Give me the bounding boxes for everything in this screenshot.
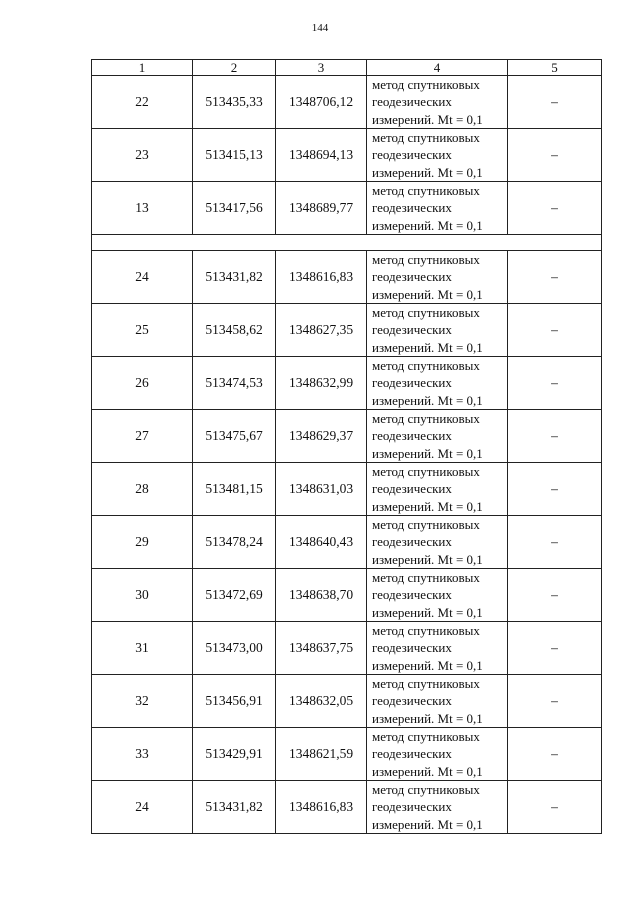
method-line: измерений. Mt = 0,1 xyxy=(372,392,483,408)
note-cell: – xyxy=(508,357,602,410)
x-coordinate-cell: 513481,15 xyxy=(193,463,276,516)
note-cell: – xyxy=(508,516,602,569)
point-number-cell: 22 xyxy=(92,76,193,129)
method-line: метод спутниковых xyxy=(372,130,480,146)
method-line: измерений. Mt = 0,1 xyxy=(372,339,483,355)
table-row xyxy=(92,129,602,182)
y-coordinate-cell: 1348629,37 xyxy=(276,410,367,463)
table-row xyxy=(92,675,602,728)
point-number-cell: 28 xyxy=(92,463,193,516)
point-number-cell: 27 xyxy=(92,410,193,463)
method-line: метод спутниковых xyxy=(372,252,480,268)
method-line: метод спутниковых xyxy=(372,623,480,639)
method-line: метод спутниковых xyxy=(372,464,480,480)
table-row xyxy=(92,410,602,463)
note-cell: – xyxy=(508,76,602,129)
point-number-cell: 24 xyxy=(92,781,193,834)
method-line: измерений. Mt = 0,1 xyxy=(372,498,483,514)
method-cell xyxy=(367,357,508,410)
x-coordinate-cell: 513478,24 xyxy=(193,516,276,569)
x-coordinate-cell: 513475,67 xyxy=(193,410,276,463)
method-line: геодезических xyxy=(372,799,452,815)
method-cell xyxy=(367,675,508,728)
method-line: геодезических xyxy=(372,375,452,391)
y-coordinate-cell: 1348637,75 xyxy=(276,622,367,675)
method-line: метод спутниковых xyxy=(372,77,480,93)
method-line: геодезических xyxy=(372,587,452,603)
table-row xyxy=(92,357,602,410)
y-coordinate-cell: 1348621,59 xyxy=(276,728,367,781)
group-separator-cell xyxy=(92,235,602,251)
method-line: геодезических xyxy=(372,534,452,550)
note-cell: – xyxy=(508,182,602,235)
coordinates-table xyxy=(91,59,602,834)
method-line: геодезических xyxy=(372,322,452,338)
method-line: измерений. Mt = 0,1 xyxy=(372,816,483,832)
method-line: метод спутниковых xyxy=(372,570,480,586)
note-cell: – xyxy=(508,781,602,834)
point-number-cell: 32 xyxy=(92,675,193,728)
y-coordinate-cell: 1348694,13 xyxy=(276,129,367,182)
method-line: геодезических xyxy=(372,269,452,285)
table-row xyxy=(92,304,602,357)
method-cell xyxy=(367,76,508,129)
table-row xyxy=(92,251,602,304)
x-coordinate-cell: 513458,62 xyxy=(193,304,276,357)
method-cell xyxy=(367,516,508,569)
point-number-cell: 13 xyxy=(92,182,193,235)
method-line: геодезических xyxy=(372,640,452,656)
table-row xyxy=(92,781,602,834)
method-cell xyxy=(367,463,508,516)
table-row xyxy=(92,76,602,129)
note-cell: – xyxy=(508,675,602,728)
x-coordinate-cell: 513473,00 xyxy=(193,622,276,675)
note-cell: – xyxy=(508,129,602,182)
column-header: 2 xyxy=(193,60,276,76)
table-row xyxy=(92,516,602,569)
method-line: геодезических xyxy=(372,693,452,709)
y-coordinate-cell: 1348616,83 xyxy=(276,251,367,304)
x-coordinate-cell: 513474,53 xyxy=(193,357,276,410)
method-line: геодезических xyxy=(372,428,452,444)
column-header: 1 xyxy=(92,60,193,76)
y-coordinate-cell: 1348640,43 xyxy=(276,516,367,569)
method-line: метод спутниковых xyxy=(372,517,480,533)
method-line: геодезических xyxy=(372,147,452,163)
table-row xyxy=(92,463,602,516)
method-line: метод спутниковых xyxy=(372,782,480,798)
note-cell: – xyxy=(508,728,602,781)
table-row xyxy=(92,728,602,781)
point-number-cell: 30 xyxy=(92,569,193,622)
table-body xyxy=(92,76,602,834)
x-coordinate-cell: 513429,91 xyxy=(193,728,276,781)
method-line: метод спутниковых xyxy=(372,183,480,199)
note-cell: – xyxy=(508,569,602,622)
method-line: измерений. Mt = 0,1 xyxy=(372,445,483,461)
method-line: геодезических xyxy=(372,481,452,497)
method-line: измерений. Mt = 0,1 xyxy=(372,111,483,127)
y-coordinate-cell: 1348638,70 xyxy=(276,569,367,622)
table-header-row xyxy=(92,60,602,76)
method-line: измерений. Mt = 0,1 xyxy=(372,763,483,779)
method-line: метод спутниковых xyxy=(372,411,480,427)
method-line: измерений. Mt = 0,1 xyxy=(372,657,483,673)
table-row xyxy=(92,622,602,675)
method-line: измерений. Mt = 0,1 xyxy=(372,217,483,233)
note-cell: – xyxy=(508,622,602,675)
method-cell xyxy=(367,304,508,357)
method-cell xyxy=(367,129,508,182)
x-coordinate-cell: 513431,82 xyxy=(193,251,276,304)
method-line: геодезических xyxy=(372,746,452,762)
point-number-cell: 26 xyxy=(92,357,193,410)
point-number-cell: 24 xyxy=(92,251,193,304)
x-coordinate-cell: 513456,91 xyxy=(193,675,276,728)
y-coordinate-cell: 1348706,12 xyxy=(276,76,367,129)
method-cell xyxy=(367,182,508,235)
method-line: измерений. Mt = 0,1 xyxy=(372,286,483,302)
column-header: 5 xyxy=(508,60,602,76)
method-line: метод спутниковых xyxy=(372,305,480,321)
table-row xyxy=(92,569,602,622)
table-row xyxy=(92,182,602,235)
x-coordinate-cell: 513472,69 xyxy=(193,569,276,622)
point-number-cell: 25 xyxy=(92,304,193,357)
y-coordinate-cell: 1348632,05 xyxy=(276,675,367,728)
point-number-cell: 31 xyxy=(92,622,193,675)
x-coordinate-cell: 513417,56 xyxy=(193,182,276,235)
column-header: 4 xyxy=(367,60,508,76)
method-line: геодезических xyxy=(372,200,452,216)
x-coordinate-cell: 513431,82 xyxy=(193,781,276,834)
method-line: метод спутниковых xyxy=(372,729,480,745)
column-header: 3 xyxy=(276,60,367,76)
method-line: измерений. Mt = 0,1 xyxy=(372,164,483,180)
group-separator-row xyxy=(92,235,602,251)
y-coordinate-cell: 1348632,99 xyxy=(276,357,367,410)
page-number: 144 xyxy=(311,22,329,34)
x-coordinate-cell: 513435,33 xyxy=(193,76,276,129)
point-number-cell: 23 xyxy=(92,129,193,182)
method-line: метод спутниковых xyxy=(372,676,480,692)
y-coordinate-cell: 1348627,35 xyxy=(276,304,367,357)
method-cell xyxy=(367,410,508,463)
method-line: метод спутниковых xyxy=(372,358,480,374)
y-coordinate-cell: 1348631,03 xyxy=(276,463,367,516)
note-cell: – xyxy=(508,304,602,357)
note-cell: – xyxy=(508,410,602,463)
y-coordinate-cell: 1348616,83 xyxy=(276,781,367,834)
method-cell xyxy=(367,569,508,622)
point-number-cell: 33 xyxy=(92,728,193,781)
method-cell xyxy=(367,781,508,834)
y-coordinate-cell: 1348689,77 xyxy=(276,182,367,235)
method-line: измерений. Mt = 0,1 xyxy=(372,551,483,567)
method-line: измерений. Mt = 0,1 xyxy=(372,604,483,620)
method-line: геодезических xyxy=(372,94,452,110)
note-cell: – xyxy=(508,463,602,516)
point-number-cell: 29 xyxy=(92,516,193,569)
method-cell xyxy=(367,622,508,675)
method-line: измерений. Mt = 0,1 xyxy=(372,710,483,726)
method-cell xyxy=(367,728,508,781)
note-cell: – xyxy=(508,251,602,304)
method-cell xyxy=(367,251,508,304)
x-coordinate-cell: 513415,13 xyxy=(193,129,276,182)
